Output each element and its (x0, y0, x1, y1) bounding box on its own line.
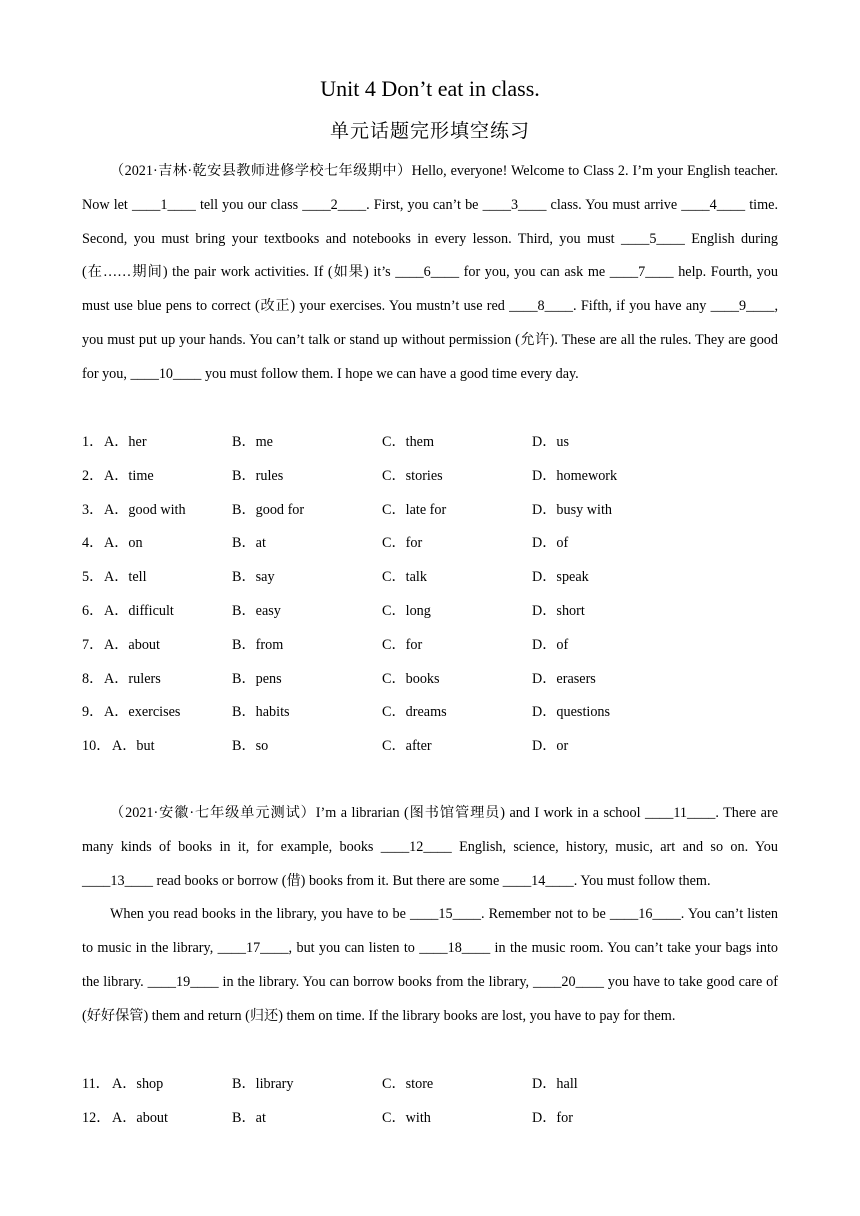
option-c: C．talk (382, 569, 427, 586)
question-number: 8． (82, 670, 104, 687)
question-row (82, 527, 778, 561)
option-c: C．books (382, 670, 440, 687)
option-b: B．rules (232, 467, 284, 484)
cloze-passage-1 (82, 155, 778, 392)
option-b: B．library (232, 1076, 294, 1092)
question-number: 9． (82, 704, 104, 721)
option-a: A．difficult (104, 602, 174, 619)
option-a: A．on (104, 535, 143, 552)
page-subtitle: 单元话题完形填空练习 (329, 121, 530, 142)
option-b: B．at (232, 1109, 266, 1126)
option-d: D．erasers (532, 670, 596, 687)
question-row (82, 426, 778, 460)
question-number: 10． (82, 738, 111, 755)
option-b: B．so (232, 738, 269, 755)
option-b: B．pens (232, 670, 282, 687)
option-a: A．about (112, 1109, 168, 1126)
option-d: D．of (532, 535, 569, 552)
question-number: 1． (82, 434, 104, 450)
option-a: A．rulers (104, 670, 161, 687)
option-a: A．time (104, 467, 154, 484)
question-row (82, 1068, 778, 1102)
option-d: D．homework (532, 467, 618, 484)
question-row (82, 460, 778, 494)
option-c: C．store (382, 1076, 434, 1092)
option-b: B．easy (232, 602, 281, 619)
option-b: B．habits (232, 704, 290, 721)
option-c: C．for (382, 636, 423, 653)
cloze-passage-2 (82, 797, 778, 1034)
option-d: D．of (532, 636, 569, 653)
question-number: 5． (82, 569, 104, 586)
option-a: A．good with (104, 501, 186, 518)
option-a: A．exercises (104, 704, 181, 721)
option-d: D．questions (532, 704, 611, 721)
option-a: A．but (112, 738, 155, 755)
option-d: D．for (532, 1109, 573, 1126)
question-row (82, 494, 778, 528)
page-title: Unit 4 Don’t eat in class. (320, 76, 540, 101)
option-c: C．dreams (382, 704, 447, 721)
question-number: 2． (82, 467, 104, 484)
question-number: 7． (82, 636, 104, 653)
option-b: B．from (232, 636, 284, 653)
question-list-2 (82, 1068, 778, 1136)
question-number: 12． (82, 1109, 111, 1126)
passage-paragraph: When you read books in the library, you have to be ____15____. Remember not to be ____16____. You can’t listen to music in the library, ____17____, but you can listen to ____18____ in the music room. You can’t take your bags into the library. ____19____ in the library. You can borrow books from the library, ____20____ you have to take good care of (好好保管) them and return (归还) them on time. If the library books are lost, you have to pay for them. (82, 906, 778, 1024)
question-number: 11． (82, 1076, 110, 1092)
option-b: B．me (232, 434, 273, 450)
option-c: C．with (382, 1109, 431, 1126)
option-b: B．at (232, 535, 266, 552)
option-d: D．speak (532, 569, 589, 586)
option-c: C．for (382, 535, 423, 552)
option-d: D．us (532, 434, 570, 450)
option-d: D．hall (532, 1076, 578, 1092)
passage-paragraph: （2021·吉林·乾安县教师进修学校七年级期中）Hello, everyone! Welcome to Class 2. I’m your English teacher. Now let ____1____ tell you our class ____2____. First, you can’t be ____3____ class. You must arrive ____4____ time. Second, you must bring your textbooks and notebooks in every lesson. Third, you must ____5____ English during (在……期间) the pair work activities. If (如果) it’s ____6____ for you, you can ask me ____7____ help. Fourth, you must use blue pens to correct (改正) your exercises. You mustn’t use red ____8____. Fifth, if you have any ____9____, you must put up your hands. You can’t talk or stand up without permission (允许). These are all the rules. They are good for you, ____10____ you must follow them. I hope we can have a good time every day. (82, 163, 778, 382)
option-c: C．after (382, 738, 432, 755)
question-row (82, 561, 778, 595)
option-c: C．stories (382, 467, 443, 484)
option-a: A．about (104, 636, 160, 653)
option-d: D．short (532, 602, 585, 619)
option-d: D．or (532, 738, 569, 755)
option-a: A．her (104, 434, 147, 450)
question-list-1 (82, 426, 778, 764)
question-row (82, 663, 778, 697)
passage-paragraph: （2021·安徽·七年级单元测试）I’m a librarian (图书馆管理员) and I work in a school ____11____. There are many kinds of books in it, for example, books ____12____ English, science, history, music, art and so on. You ____13____ read books or borrow (借) books from it. But there are some ____14____. You must follow them. (82, 805, 778, 889)
option-b: B．good for (232, 501, 305, 518)
question-row (82, 1102, 778, 1136)
option-c: C．long (382, 602, 431, 619)
option-b: B．say (232, 569, 275, 586)
option-a: A．shop (112, 1076, 164, 1092)
question-number: 3． (82, 501, 104, 518)
option-c: C．late for (382, 501, 447, 518)
option-a: A．tell (104, 569, 147, 586)
question-row (82, 696, 778, 730)
question-row (82, 629, 778, 663)
question-number: 6． (82, 602, 104, 619)
question-number: 4． (82, 535, 104, 552)
option-c: C．them (382, 434, 435, 450)
question-row (82, 595, 778, 629)
question-row (82, 730, 778, 764)
option-d: D．busy with (532, 501, 613, 518)
